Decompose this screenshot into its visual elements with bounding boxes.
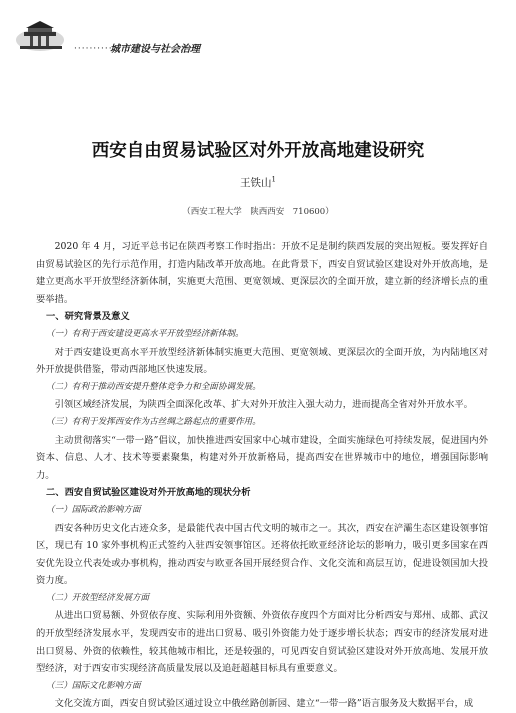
section-heading: 二、西安自贸试验区建设对外开放高地的现状分析 bbox=[46, 487, 251, 499]
author-footnote-mark: 1 bbox=[271, 175, 276, 184]
subsection-heading: （一）国际政治影响方面 bbox=[46, 504, 141, 515]
running-title: 城市建设与社会治理 bbox=[110, 44, 200, 55]
paper-title: 西安自由贸易试验区对外开放高地建设研究 bbox=[91, 141, 425, 161]
article-body bbox=[36, 238, 488, 713]
paragraph: 文化交流方面，西安自贸试验区通过设立中俄丝路创新园、建立“一带一路”语言服务及大数据平台，成 bbox=[54, 698, 474, 710]
paragraph: 对于西安建设更高水平开放型经济新体制实施更大范围、更宽领域、更深层次的全面开放，为内陆地区对外开放提供借鉴，带动西部地区快速发展。 bbox=[36, 346, 488, 376]
paragraph: 主动贯彻落实“一带一路”倡议，加快推进西安国家中心城市建设，全面实施绿色可持续发展，促进国内外资本、信息、人才、技术等要素聚集，构建对外开放新格局，提高西安在世界城市中的地位，增强国际影响力。 bbox=[36, 434, 488, 481]
paragraph: 2020 年 4 月，习近平总书记在陕西考察工作时指出：开放不足是制约陕西发展的突出短板。要发挥好自由贸易试验区的先行示范作用，打造内陆改革开放高地。在此背景下，西安自贸试验区建设对外开放高地，是建立更高水平开放型经济新体制，实施更大范围、更宽领域、更深层次的全面开放，建立新的经济增长点的重要举措。 bbox=[36, 241, 488, 305]
header-dots: ·········· bbox=[74, 44, 113, 54]
running-header bbox=[14, 18, 502, 58]
affiliation: （西安工程大学 陕西西安 710600） bbox=[182, 207, 334, 217]
subsection-heading: （三）国际文化影响方面 bbox=[46, 680, 141, 691]
subsection-heading: （三）有利于发挥西安作为古丝绸之路起点的重要作用。 bbox=[46, 416, 261, 427]
paragraph: 引领区域经济发展，为陕西全面深化改革、扩大对外开放注入强大动力，进而提高全省对外开放水平。 bbox=[54, 399, 473, 411]
paragraph: 西安各种历史文化古迹众多，是最能代表中国古代文明的城市之一。其次，西安在浐灞生态区建设领事馆区，现已有 10 家外事机构正式签约入驻西安领事馆区。还将依托欧亚经济论坛的影响力，吸引更多国家在西安优先设立代表处或办事机构，推动西安与欧亚各国开展经贸合作、文化交流和高层互访，促进设领国加大投资力度。 bbox=[36, 522, 488, 587]
subsection-heading: （二）开放型经济发展方面 bbox=[46, 592, 150, 603]
section-heading: 一、研究背景及意义 bbox=[46, 311, 130, 323]
subsection-heading: （一）有利于西安建设更高水平开放型经济新体制。 bbox=[46, 328, 244, 339]
author-name: 王铁山 bbox=[240, 177, 272, 189]
subsection-heading: （二）有利于推动西安提升整体竞争力和全面协调发展。 bbox=[46, 381, 261, 392]
paragraph: 从进出口贸易额、外贸依存度、实际利用外资额、外资依存度四个方面对比分析西安与郑州、成都、武汉的开放型经济发展水平，发现西安市的进出口贸易、吸引外资能力处于逐步增长状态；西安市的经济发展对进出口贸易、外资的依赖性，较其他城市相比，还是较强的，可见西安自贸试验区建设对外开放高地、发展开放型经济，对于西安市实现经济高质量发展以及追赶超越目标具有重要意义。 bbox=[36, 610, 488, 675]
city-skyline-logo-icon bbox=[14, 18, 72, 54]
author-line bbox=[0, 175, 516, 190]
